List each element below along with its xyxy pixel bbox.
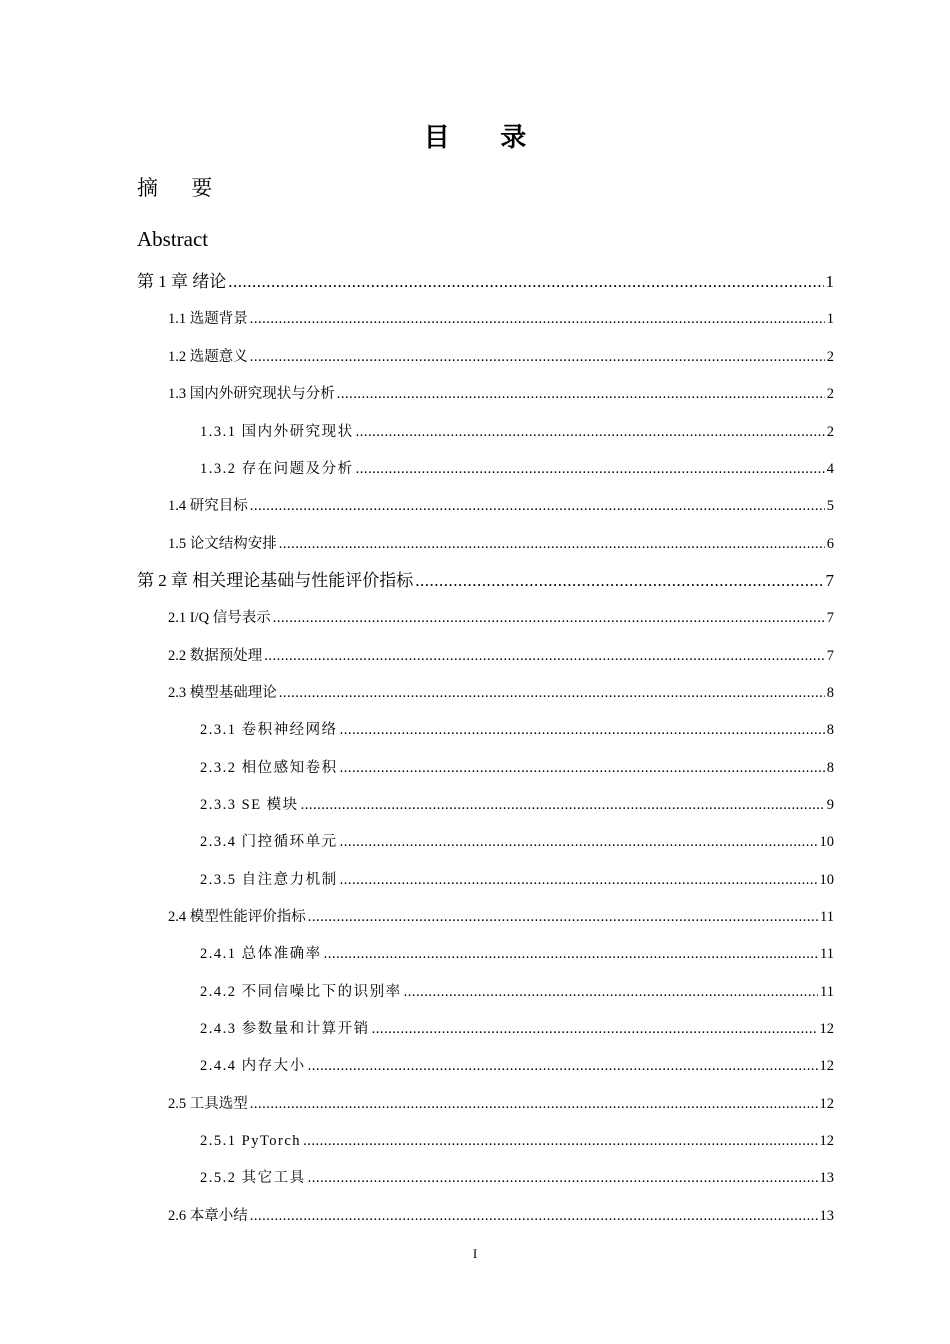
toc-leader-dots [340,830,818,854]
toc-leader-dots [308,905,818,929]
toc-entry-label: 2.6 本章小结 [168,1208,248,1224]
toc-entry-page: 6 [826,536,834,552]
toc-entry-page: 2 [826,349,834,365]
toc-entry-label: 第 1 章 绪论 [137,272,227,291]
toc-entry-page: 12 [819,1133,834,1149]
toc-entry-page: 1 [825,272,834,291]
toc-entry-label: 2.4.3 参数量和计算开销 [200,1021,370,1037]
toc-entry-2-2[interactable] [168,644,834,668]
toc-leader-dots [250,494,825,518]
toc-entry-page: 12 [819,1096,834,1112]
toc-entry-1-4[interactable] [168,494,834,518]
toc-entry-page: 7 [825,571,834,590]
toc-entry-label: 2.5.1 PyTorch [200,1133,302,1149]
toc-abstract-zh[interactable]: 摘 要 [137,176,227,200]
toc-entry-label: 2.4.4 内存大小 [200,1058,306,1074]
toc-entry-page: 13 [819,1208,834,1224]
toc-entry-label: 第 2 章 相关理论基础与性能评价指标 [137,571,414,590]
toc-entry-2-5-2[interactable] [200,1166,834,1190]
toc-entry-page: 11 [820,984,834,1000]
toc-leader-dots [228,270,823,294]
toc-leader-dots [324,942,818,966]
toc-entry-page: 8 [826,760,834,776]
toc-leader-dots [340,868,818,892]
toc-leader-dots [340,756,825,780]
toc-entry-2-3-4[interactable] [200,830,834,854]
toc-entry-page: 2 [826,424,834,440]
toc-entry-page: 5 [826,498,834,514]
toc-entry-page: 1 [826,311,834,327]
toc-entry-ch1[interactable] [137,270,834,294]
toc-entry-2-3-5[interactable] [200,868,834,892]
toc-entry-2-4-3[interactable] [200,1017,834,1041]
toc-entry-label: 2.2 数据预处理 [168,648,263,664]
toc-entry-page: 11 [820,909,834,925]
toc-leader-dots [273,606,825,630]
toc-entry-page: 8 [826,722,834,738]
toc-entry-page: 4 [826,461,834,477]
toc-leader-dots [250,307,825,331]
toc-entry-2-5-1[interactable] [200,1129,834,1153]
toc-leader-dots [279,532,825,556]
toc-leader-dots [303,1129,817,1153]
toc-entry-2-4[interactable] [168,905,834,929]
toc-leader-dots [279,681,825,705]
toc-entry-1-3-1[interactable] [200,420,834,444]
toc-leader-dots [356,420,825,444]
toc-abstract-en[interactable]: Abstract [137,227,209,251]
toc-entry-label: 2.3.2 相位感知卷积 [200,760,338,776]
toc-entry-1-3-2[interactable] [200,457,834,481]
toc-entry-label: 2.3.3 SE 模块 [200,797,299,813]
toc-leader-dots [264,644,825,668]
toc-entry-2-4-2[interactable] [200,980,834,1004]
toc-entry-label: 2.1 I/Q 信号表示 [168,610,271,626]
toc-entry-label: 2.5.2 其它工具 [200,1170,306,1186]
toc-entry-ch2[interactable] [137,569,834,593]
toc-entry-page: 12 [819,1058,834,1074]
toc-entry-2-1[interactable] [168,606,834,630]
toc-leader-dots [301,793,825,817]
toc-entry-page: 11 [820,946,834,962]
toc-entry-page: 7 [826,648,834,664]
toc-entry-2-3[interactable] [168,681,834,705]
toc-entry-2-3-3[interactable] [200,793,834,817]
toc-entry-1-3[interactable] [168,382,834,406]
toc-entry-1-2[interactable] [168,345,834,369]
toc-leader-dots [250,1204,818,1228]
toc-entry-label: 2.4 模型性能评价指标 [168,909,306,925]
toc-entry-2-4-4[interactable] [200,1054,834,1078]
toc-entry-label: 1.2 选题意义 [168,349,248,365]
toc-leader-dots [340,718,825,742]
toc-entry-page: 10 [819,872,834,888]
toc-entry-label: 1.3.2 存在问题及分析 [200,461,354,477]
toc-entry-page: 10 [819,834,834,850]
toc-leader-dots [250,1092,818,1116]
toc-entry-2-3-1[interactable] [200,718,834,742]
toc-entry-label: 1.5 论文结构安排 [168,536,277,552]
toc-entry-page: 7 [826,610,834,626]
toc-entry-page: 2 [826,386,834,402]
toc-entry-1-1[interactable] [168,307,834,331]
toc-entry-2-6[interactable] [168,1204,834,1228]
toc-leader-dots [308,1166,818,1190]
toc-entry-2-5[interactable] [168,1092,834,1116]
toc-entry-2-3-2[interactable] [200,756,834,780]
toc-entry-label: 2.3.5 自注意力机制 [200,872,338,888]
toc-entry-1-5[interactable] [168,532,834,556]
toc-title: 目 录 [423,123,549,152]
toc-leader-dots [372,1017,818,1041]
toc-entry-page: 8 [826,685,834,701]
toc-entry-label: 1.4 研究目标 [168,498,248,514]
toc-entry-label: 2.4.1 总体准确率 [200,946,322,962]
toc-entry-label: 2.4.2 不同信噪比下的识别率 [200,984,402,1000]
toc-entry-label: 1.3 国内外研究现状与分析 [168,386,335,402]
toc-leader-dots [308,1054,818,1078]
toc-entry-label: 2.3.1 卷积神经网络 [200,722,338,738]
toc-entry-2-4-1[interactable] [200,942,834,966]
toc-entry-page: 13 [819,1170,834,1186]
toc-leader-dots [404,980,818,1004]
toc-entry-label: 1.3.1 国内外研究现状 [200,424,354,440]
toc-entry-page: 9 [826,797,834,813]
toc-entry-page: 12 [819,1021,834,1037]
toc-entry-label: 2.3 模型基础理论 [168,685,277,701]
toc-leader-dots [250,345,825,369]
toc-entry-label: 2.5 工具选型 [168,1096,248,1112]
toc-entry-label: 1.1 选题背景 [168,311,248,327]
page-number: I [472,1246,478,1261]
toc-entry-label: 2.3.4 门控循环单元 [200,834,338,850]
toc-leader-dots [337,382,825,406]
toc-leader-dots [415,569,823,593]
toc-leader-dots [356,457,825,481]
